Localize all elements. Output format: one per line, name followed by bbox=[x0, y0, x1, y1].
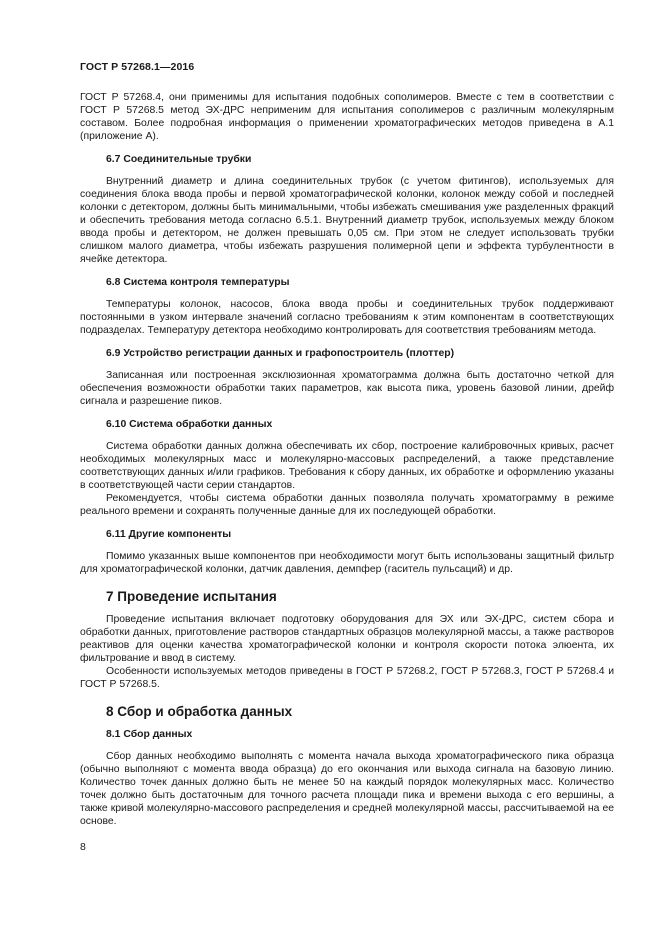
page-number: 8 bbox=[80, 841, 86, 853]
section-6-9-paragraph: Записанная или построенная эксклюзионная хроматограмма должна быть достаточно четкой для обеспечения возможности обработки таких параметров, как высота пика, уровень базовой линии, дрейф сигнала и разрешение пиков. bbox=[80, 370, 614, 407]
section-6-8-paragraph: Температуры колонок, насосов, блока ввода пробы и соединительных трубок поддерживают постоянными в узком интервале значений согласно требованиям к этим компонентам в соответствующих подразделах. Температуру детектора необходимо контролировать для соответствия требованиям метода. bbox=[80, 299, 614, 336]
section-6-9-heading: 6.9 Устройство регистрации данных и графопостроитель (плоттер) bbox=[106, 348, 455, 359]
document-header: ГОСТ Р 57268.1—2016 bbox=[80, 61, 195, 73]
section-6-11-paragraph: Помимо указанных выше компонентов при необходимости могут быть использованы защитный фильтр для хроматографической колонки, датчик давления, демпфер (гаситель пульсаций) и др. bbox=[80, 551, 614, 575]
section-6-7-paragraph: Внутренний диаметр и длина соединительных трубок (с учетом фитингов), используемых для соединения блока ввода пробы и первой хроматографической колонки, колонок между собой и последней колонки с детектором, должны быть минимальными, чтобы избежать смешивания уже разделенных фракций и обеспечить требования метода согласно 6.5.1. Внутренний диаметр трубок, используемых между блоком ввода пробы и детектором, не должен превышать 0,05 см. При этом не следует использовать трубки слишком малого диаметра, чтобы избежать разрушения полимерной цепи и эффекта турбулентности в ячейке детектора. bbox=[80, 176, 614, 265]
section-7-paragraph-1: Проведение испытания включает подготовку оборудования для ЭХ или ЭХ-ДРС, систем сбора и обработки данных, приготовление растворов стандартных образцов молекулярной массы, а также растворов реактивов для оценки качества хроматографической колонки и контроля скорости потока элюента, их фильтрование и ввод в систему. bbox=[80, 614, 614, 664]
section-6-7-heading: 6.7 Соединительные трубки bbox=[106, 154, 252, 165]
section-6-10-paragraph-1: Система обработки данных должна обеспечивать их сбор, построение калибровочных кривых, расчет необходимых молекулярных масс и молекулярно-массовых распределений, а также представление соответствующих данных и/или графиков. Требования к сбору данных, их обработке и оформлению указаны в соответствующей части серии стандартов. bbox=[80, 441, 614, 491]
intro-paragraph: ГОСТ Р 57268.4, они применимы для испытания подобных сополимеров. Вместе с тем в соответствии с ГОСТ Р 57268.5 метод ЭХ-ДРС неприменим для испытания сополимеров с различным молекулярным составом. Более подробная информация о применении хроматографических методов приведена в А.1 (приложение А). bbox=[80, 92, 614, 142]
section-7-heading: 7 Проведение испытания bbox=[106, 589, 277, 604]
section-7-paragraph-2: Особенности используемых методов приведены в ГОСТ Р 57268.2, ГОСТ Р 57268.3, ГОСТ Р 57268.4 и ГОСТ Р 57268.5. bbox=[80, 666, 614, 690]
section-6-8-heading: 6.8 Система контроля температуры bbox=[106, 277, 290, 288]
document-body bbox=[80, 91, 614, 828]
section-8-1-heading: 8.1 Сбор данных bbox=[106, 729, 193, 740]
section-6-11-heading: 6.11 Другие компоненты bbox=[106, 529, 232, 540]
section-8-heading: 8 Сбор и обработка данных bbox=[106, 704, 293, 719]
section-8-1-paragraph: Сбор данных необходимо выполнять с момента начала выхода хроматографического пика образца (обычно выполняют с момента ввода образца) до его окончания или выхода сигнала на базовую линию. Количество точек данных должно быть не менее 50 на каждый порядок молекулярных масс. Количество точек должно быть достаточным для точного расчета площади пика и времени выхода с его вершины, а также кривой молекулярно-массового распределения и средней молекулярной массы, рассчитываемой на ее основе. bbox=[80, 751, 614, 827]
section-6-10-heading: 6.10 Система обработки данных bbox=[106, 419, 273, 430]
section-6-10-paragraph-2: Рекомендуется, чтобы система обработки данных позволяла получать хроматограмму в режиме реального времени и сохранять полученные данные для их последующей обработки. bbox=[80, 493, 614, 517]
